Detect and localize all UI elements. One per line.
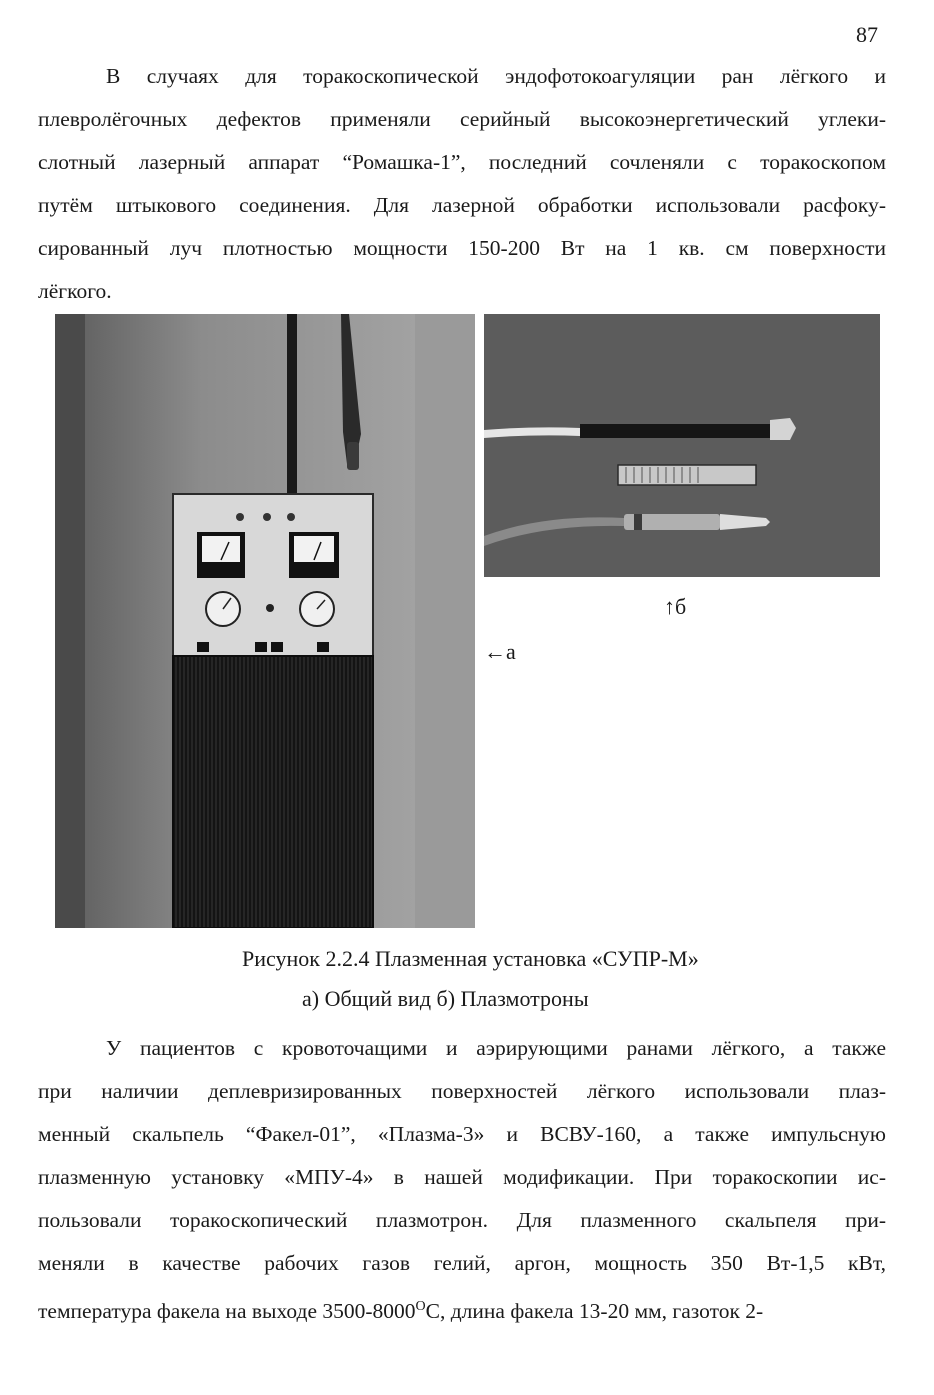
label-a: ←а — [484, 639, 516, 664]
text-line: плазменную установку «МПУ-4» в нашей модификации. При торакоскопии ис- — [38, 1165, 886, 1189]
degree-superscript: О — [415, 1299, 426, 1314]
text-line: лёгкого. — [38, 279, 112, 303]
text-line: сированный луч плотностью мощности 150-200 Вт на 1 кв. см поверхности — [38, 236, 886, 260]
figure-caption: Рисунок 2.2.4 Плазменная установка «СУПР-М» — [242, 946, 699, 971]
text-line: путём штыкового соединения. Для лазерной обработки использовали расфоку- — [38, 193, 886, 217]
text-line: плевролёгочных дефектов применяли серийный высокоэнергетический углеки- — [38, 107, 886, 131]
text-line: при наличии деплевризированных поверхностей лёгкого использовали плаз- — [38, 1079, 886, 1103]
figure-subcaption: а) Общий вид б) Плазмотроны — [302, 986, 589, 1011]
plasma-unit-illustration — [55, 314, 475, 928]
plasmatrons-illustration — [484, 314, 880, 577]
text-line: слотный лазерный аппарат “Ромашка-1”, последний сочленяли с торакоскопом — [38, 150, 886, 174]
text-line: менный скальпель “Факел-01”, «Плазма-3» и ВСВУ-160, а также импульсную — [38, 1122, 886, 1146]
text-segment: температура факела на выходе 3500-8000 — [38, 1299, 416, 1324]
text-segment: С, длина факела 13-20 мм, газоток 2- — [425, 1299, 764, 1324]
page-number: 87 — [856, 22, 878, 47]
text-line: пользовали торакоскопический плазмотрон. Для плазменного скальпеля при- — [38, 1208, 886, 1232]
text-line: У пациентов с кровоточащими и аэрирующими ранами лёгкого, а также — [106, 1036, 886, 1060]
label-b: ↑б — [664, 594, 687, 619]
text-line: меняли в качестве рабочих газов гелий, аргон, мощность 350 Вт-1,5 кВт, — [38, 1251, 886, 1275]
paragraph-laser — [38, 55, 886, 313]
photo-plasmatrons — [484, 314, 880, 577]
paragraph-plasma — [38, 1027, 886, 1333]
text-line: В случаях для торакоскопической эндофотокоагуляции ран лёгкого и — [106, 64, 886, 88]
photo-general-view — [55, 314, 475, 928]
text-line-with-superscript — [38, 1285, 886, 1333]
